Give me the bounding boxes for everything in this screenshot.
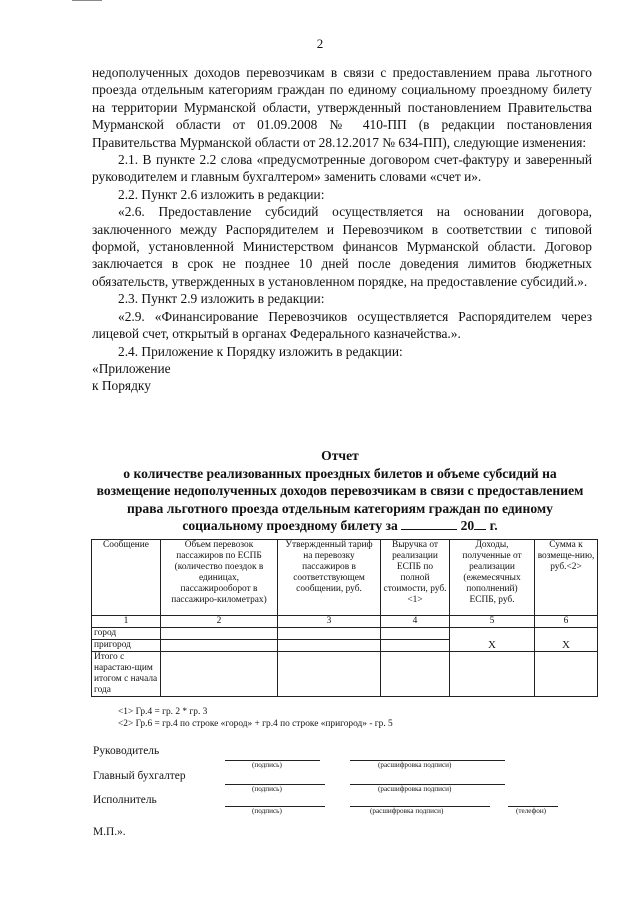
year-suffix: г. — [489, 518, 498, 534]
report-title-heading: Отчет — [321, 448, 359, 463]
report-title-text: о количестве реализованных проездных билетов и объеме субсидий на возмещение недополученных доходов перевозчикам в связи с предоставлением права льготного проезда отдельным категориям граждан по единому социальному проездному билету за — [96, 465, 584, 534]
caption-signature: (подпись) — [252, 785, 282, 793]
table-notes — [118, 707, 393, 730]
header-message: Сообщение — [92, 540, 161, 616]
table-row — [92, 628, 598, 640]
cell-col6: Х — [535, 628, 598, 652]
note-2: <2> Гр.6 = гр.4 по строке «город» + гр.4 по строке «пригород» - гр. 5 — [118, 718, 393, 729]
annex-to-order: к Порядку — [92, 378, 151, 394]
col-num: 6 — [535, 616, 598, 628]
cell — [278, 652, 381, 697]
caption-signature: (подпись) — [252, 807, 282, 815]
signature-executor-label: Исполнитель — [93, 794, 157, 806]
paragraph-2-2: 2.2. Пункт 2.6 изложить в редакции: — [118, 186, 325, 202]
cell — [161, 652, 278, 697]
paragraph-2-6-text: «2.6. Предоставление субсидий осуществляется на основании договора, заключенного между Распорядителем и Перевозчиком в соответствии с типовой формой, установленной Министерством финансов Мурманской области. Договор заключается в срок не позднее 10 дней после доведения лимитов бюджетных обязательств, утвержденных в установленном порядке, на предоставление субсидий.». — [92, 204, 592, 289]
header-reimbursement: Сумма к возмеще-нию, руб.<2> — [535, 540, 598, 616]
col-num: 4 — [381, 616, 450, 628]
cell — [278, 640, 381, 652]
annex-label: «Приложение — [92, 360, 171, 376]
report-title — [90, 447, 590, 535]
paragraph-intro: недополученных доходов перевозчикам в связи с предоставлением права льготного проезда отдельным категориям граждан по единому социальному проездному билету на территории Мурманской области, утвержденный постановлением Правительства Мурманской области от 01.09.2008 № 410-ПП (в редакции постановления Правительства Мурманской области от 28.12.2017 № 634-ПП), следующие изменения: — [92, 65, 592, 150]
caption-phone: (телефон) — [516, 807, 547, 815]
row-label: город — [92, 628, 161, 640]
col-num: 1 — [92, 616, 161, 628]
paragraph-2-3: 2.3. Пункт 2.9 изложить в редакции: — [118, 291, 325, 307]
caption-decode: (расшифровка подписи) — [378, 785, 452, 793]
row-label: пригород — [92, 640, 161, 652]
cell — [161, 628, 278, 640]
table-row — [92, 652, 598, 697]
col-num: 5 — [450, 616, 535, 628]
header-volume: Объем перевозок пассажиров по ЕСПБ (количество поездок в единицах, пассажирооборот в пассажиро-километрах) — [161, 540, 278, 616]
year-blank — [474, 519, 486, 530]
signature-accountant-label: Главный бухгалтер — [93, 770, 186, 782]
col-num: 3 — [278, 616, 381, 628]
cell — [278, 628, 381, 640]
table-header-row — [92, 540, 598, 616]
header-income: Доходы, полученные от реализации (ежемесячных пополнений) ЕСПБ, руб. — [450, 540, 535, 616]
cell — [381, 652, 450, 697]
paragraph-2-4: 2.4. Приложение к Порядку изложить в редакции: — [118, 343, 403, 359]
header-revenue: Выручка от реализации ЕСПБ по полной стоимости, руб. <1> — [381, 540, 450, 616]
year-prefix: 20 — [460, 518, 475, 534]
report-table — [91, 539, 598, 697]
report-title-body — [90, 465, 590, 535]
page-number: 2 — [316, 36, 324, 51]
caption-decode: (расшифровка подписи) — [378, 761, 452, 769]
caption-signature: (подпись) — [252, 761, 282, 769]
document-body — [92, 64, 592, 395]
cell-col5: Х — [450, 628, 535, 652]
row-label: Итого с нарастаю-щим итогом с начала года — [92, 652, 161, 697]
table-column-numbers — [92, 616, 598, 628]
period-blank — [401, 519, 457, 530]
note-1: <1> Гр.4 = гр. 2 * гр. 3 — [118, 707, 208, 717]
col-num: 2 — [161, 616, 278, 628]
scan-edge-mark — [72, 0, 102, 4]
cell — [535, 652, 598, 697]
signature-head-label: Руководитель — [93, 745, 160, 757]
caption-decode: (расшифровка подписи) — [370, 807, 444, 815]
cell — [381, 628, 450, 640]
cell — [450, 652, 535, 697]
paragraph-2-1: 2.1. В пункте 2.2 слова «предусмотренные договором счет-фактуру и заверенный руководителем и главным бухгалтером» заменить словами «счет и». — [92, 152, 592, 185]
stamp-place: М.П.». — [93, 826, 126, 838]
cell — [381, 640, 450, 652]
header-tariff: Утвержденный тариф на перевозку пассажиров в соответствующем сообщении, руб. — [278, 540, 381, 616]
paragraph-2-9-text: «2.9. «Финансирование Перевозчиков осуществляется Распорядителем через лицевой счет, открытый в органах Федерального казначейства.». — [92, 308, 592, 342]
cell — [161, 640, 278, 652]
